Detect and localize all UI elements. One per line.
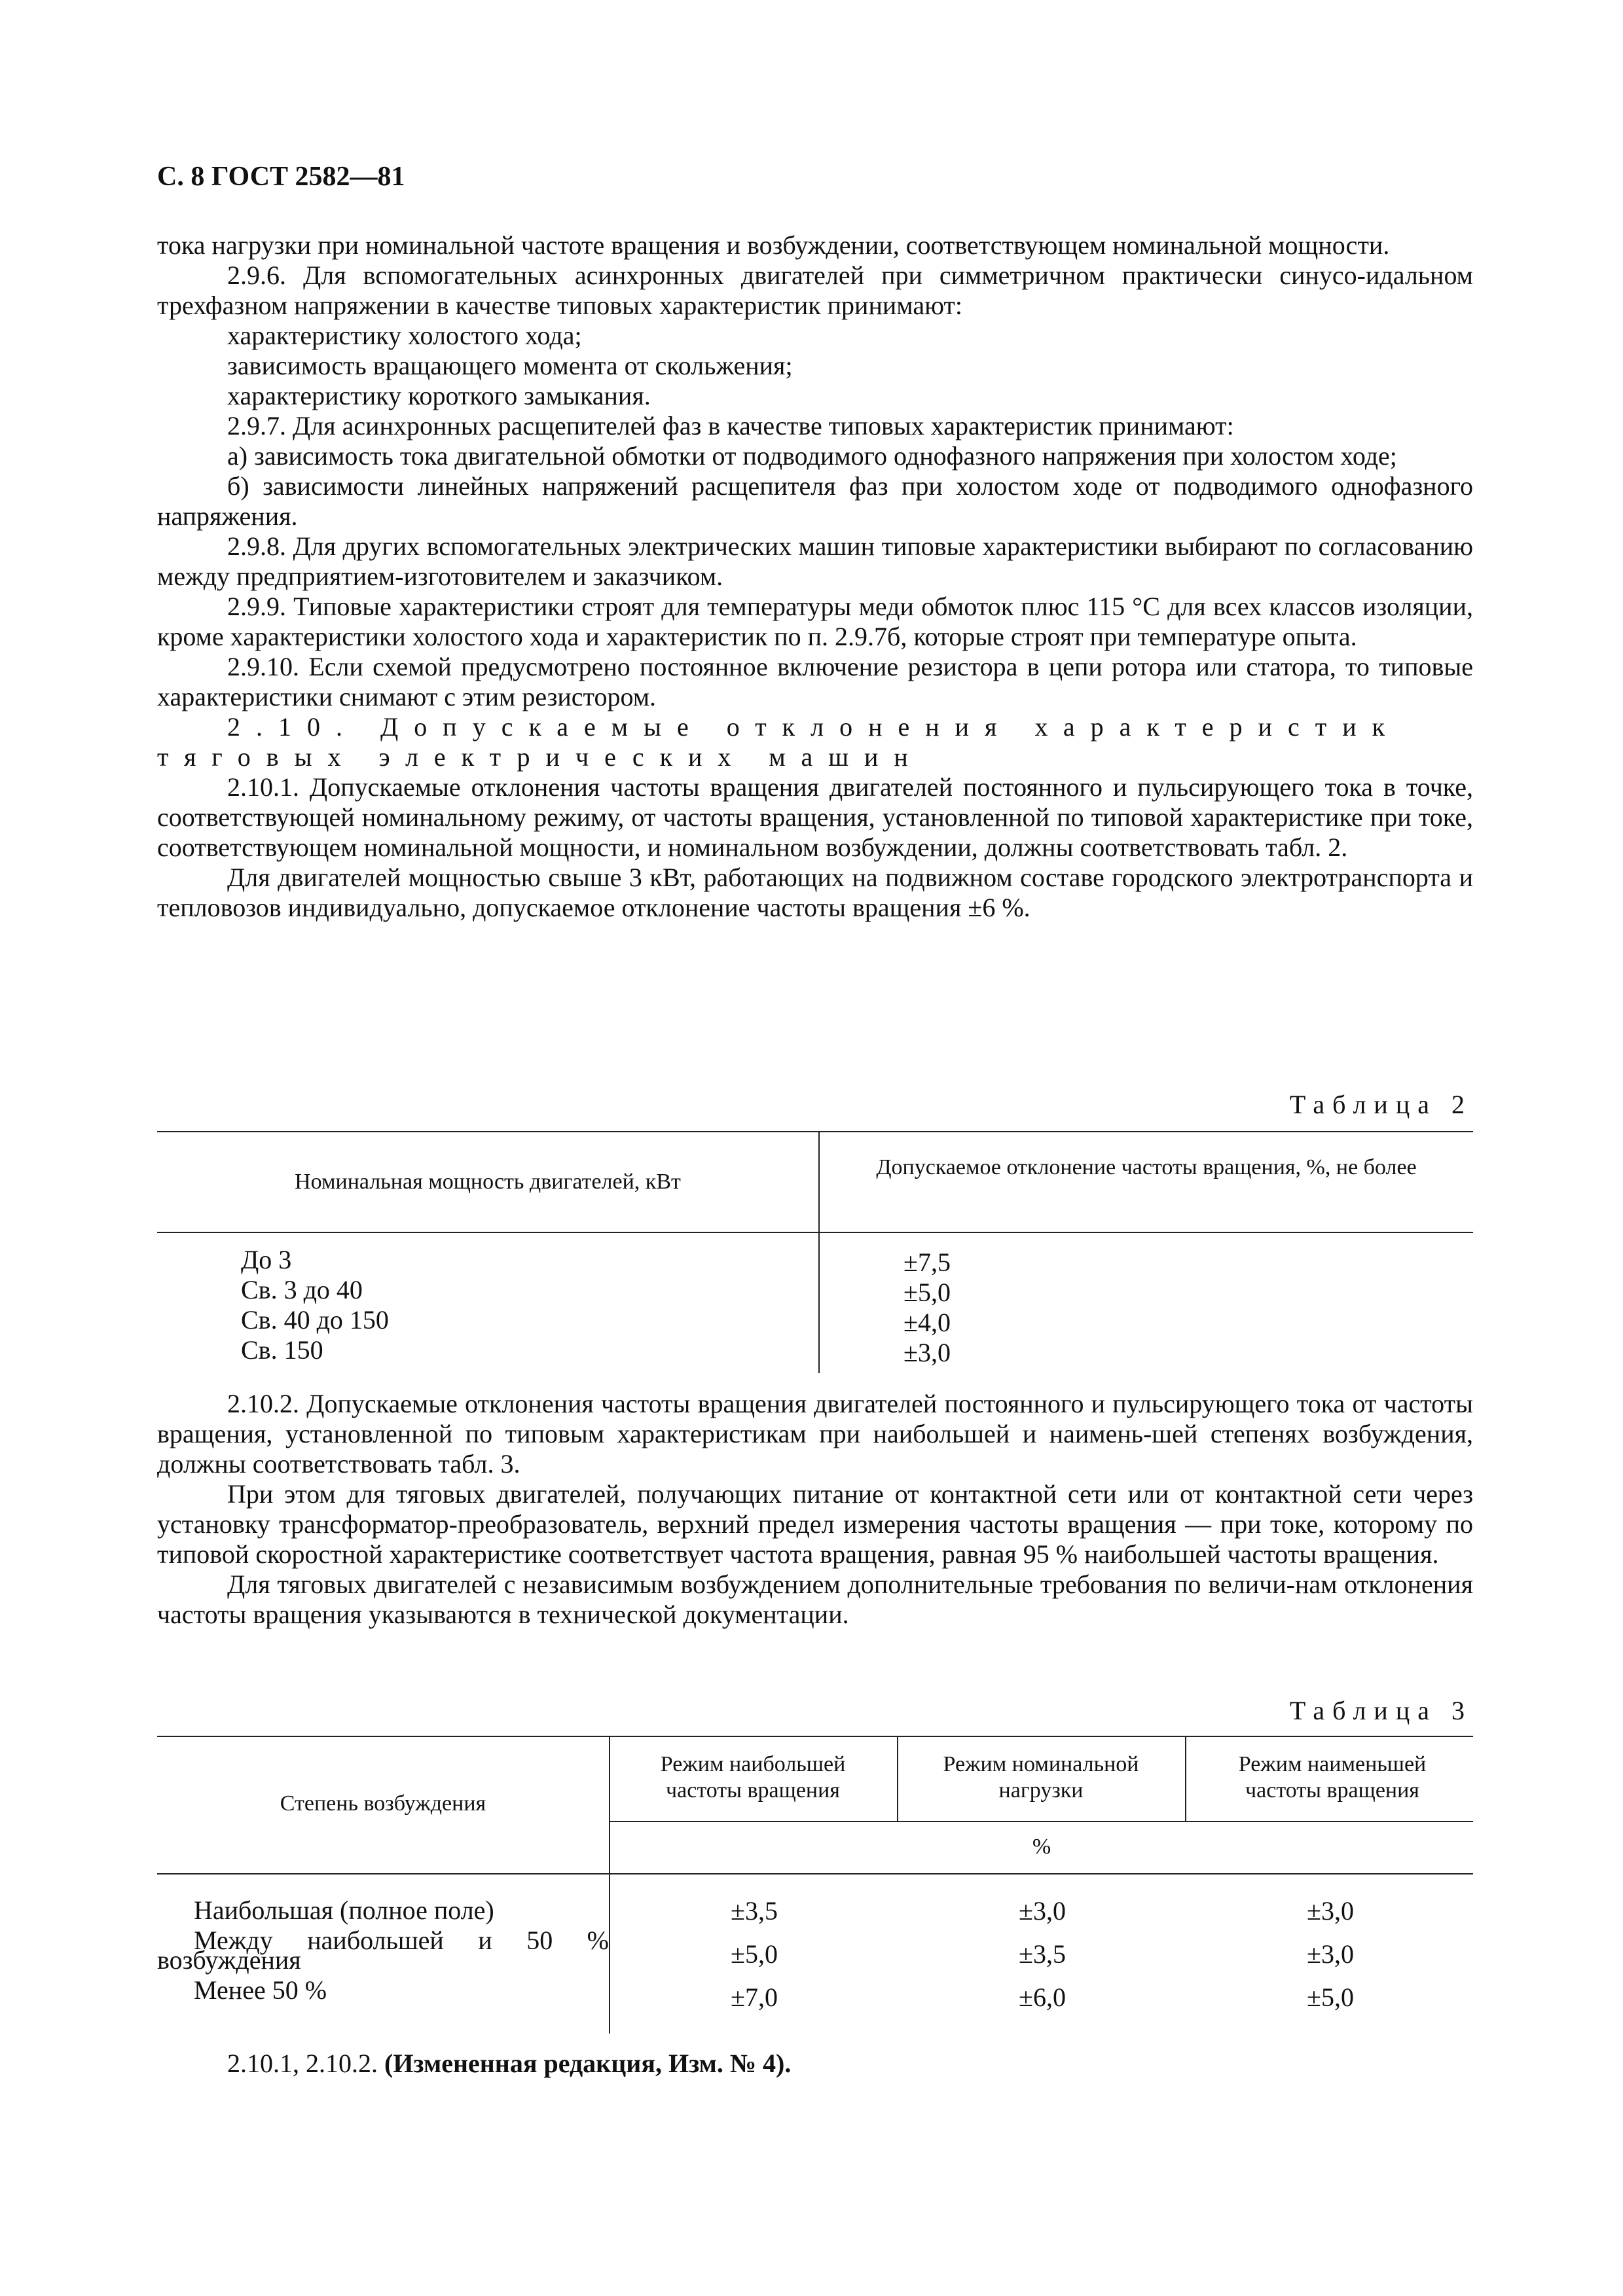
table-2-cell: Св. 40 до 150 bbox=[241, 1305, 389, 1335]
table-rule bbox=[157, 1736, 1473, 1737]
list-item-b: б) зависимости линейных напряжений расщепителя фаз при холостом ходе от подводимого однофазного напряжения. bbox=[157, 471, 1473, 531]
table-3-cell: ±3,5 bbox=[1019, 1939, 1066, 1969]
table-3-row-label-cont: возбуждения bbox=[157, 1945, 301, 1975]
list-item: характеристику холостого хода; bbox=[227, 321, 582, 350]
table-rule bbox=[157, 1232, 1473, 1233]
amendment-ref: 2.10.1, 2.10.2. bbox=[227, 2049, 378, 2078]
table-2-cell: Св. 3 до 40 bbox=[241, 1275, 363, 1304]
paragraph: тока нагрузки при номинальной частоте вращения и возбуждении, соответствующем номинальной мощности. bbox=[157, 230, 1390, 260]
paragraph: Для тяговых двигателей с независимым возбуждением дополнительные требования по величи-нам отклонения частоты вращения указываются в технической документации. bbox=[157, 1570, 1473, 1629]
table-2-header-power: Номинальная мощность двигателей, кВт bbox=[295, 1170, 681, 1194]
table-3-cell: ±3,0 bbox=[1307, 1939, 1354, 1969]
table-rule bbox=[157, 1131, 1473, 1132]
table-3-header-nominal-load: Режим номинальной нагрузки bbox=[943, 1752, 1139, 1803]
list-item: характеристику короткого замыкания. bbox=[227, 381, 651, 410]
table-rule bbox=[157, 1873, 1473, 1874]
table-3-cell: ±6,0 bbox=[1019, 1982, 1066, 2012]
table-2-cell: ±5,0 bbox=[903, 1278, 951, 1307]
text-block-top bbox=[157, 230, 1473, 923]
table-2 bbox=[157, 1131, 1473, 1373]
table-2-cell: До 3 bbox=[241, 1245, 292, 1274]
paragraph-2-9-9: 2.9.9. Типовые характеристики строят для температуры меди обмоток плюс 115 °С для всех классов изоляции, кроме характеристики холостого хода и характеристик по п. 2.9.7б, которые строят при температуре опыта. bbox=[157, 592, 1473, 651]
table-3-cell: ±5,0 bbox=[1307, 1982, 1354, 2012]
paragraph: При этом для тяговых двигателей, получающих питание от контактной сети или от контактной сети через установку трансформатор-преобразователь, верхний предел измерения частоты вращения — при токе, которому по типовой скоростной характеристике соответствует частота вращения, равная 95 % наибольшей частоты вращения. bbox=[157, 1479, 1473, 1569]
amendment-text: (Измененная редакция, Изм. № 4). bbox=[384, 2049, 792, 2078]
table-3-row-label: Менее 50 % bbox=[194, 1975, 327, 2005]
list-item-a: а) зависимость тока двигательной обмотки от подводимого однофазного напряжения при холостом ходе; bbox=[227, 441, 1397, 471]
table-rule bbox=[609, 1821, 1473, 1822]
text-block-after-table-2 bbox=[157, 1389, 1473, 1630]
table-3-cell: ±3,5 bbox=[731, 1896, 778, 1926]
paragraph: Для двигателей мощностью свыше 3 кВт, работающих на подвижном составе городского электротранспорта и тепловозов индивидуально, допускаемое отклонение частоты вращения ±6 %. bbox=[157, 863, 1473, 922]
table-2-caption: Таблица 2 bbox=[1289, 1090, 1472, 1119]
table-3-cell: ±5,0 bbox=[731, 1939, 778, 1969]
table-2-cell: Св. 150 bbox=[241, 1335, 323, 1365]
table-3-header-min-speed: Режим наименьшей частоты вращения bbox=[1238, 1752, 1427, 1803]
paragraph-2-9-7: 2.9.7. Для асинхронных расщепителей фаз в качестве типовых характеристик принимают: bbox=[227, 411, 1234, 440]
table-3-cell: ±3,0 bbox=[1307, 1896, 1354, 1926]
section-title-2-10: 2.10. Допускаемые отклонения характеристик тяговых электрических машин bbox=[157, 712, 1401, 772]
table-3-caption: Таблица 3 bbox=[1289, 1696, 1472, 1725]
table-2-header-deviation: Допускаемое отклонение частоты вращения, %, не более bbox=[876, 1155, 1417, 1179]
paragraph-2-10-2: 2.10.2. Допускаемые отклонения частоты вращения двигателей постоянного и пульсирующего тока от частоты вращения, установленной по типовым характеристикам при наибольшей и наимень-шей степенях возбуждения, должны соответствовать табл. 3. bbox=[157, 1389, 1473, 1479]
table-3-row-label: Наибольшая (полное поле) bbox=[194, 1895, 494, 1925]
table-3-cell: ±3,0 bbox=[1019, 1896, 1066, 1926]
amendment-note bbox=[227, 2049, 1471, 2079]
table-column-divider bbox=[1185, 1736, 1186, 1821]
table-3-cell: ±7,0 bbox=[731, 1982, 778, 2012]
table-2-cell: ±3,0 bbox=[903, 1338, 951, 1367]
paragraph-2-9-8: 2.9.8. Для других вспомогательных электрических машин типовые характеристики выбирают по согласованию между предприятием-изготовителем и заказчиком. bbox=[157, 531, 1473, 591]
table-3-unit: % bbox=[1032, 1835, 1051, 1859]
table-column-divider bbox=[897, 1736, 898, 1821]
table-3 bbox=[157, 1736, 1473, 2034]
table-3-header-max-speed: Режим наибольшей частоты вращения bbox=[660, 1752, 846, 1803]
page-header: С. 8 ГОСТ 2582—81 bbox=[157, 162, 405, 192]
table-2-cell: ±4,0 bbox=[903, 1308, 951, 1337]
table-2-cell: ±7,5 bbox=[903, 1247, 951, 1277]
paragraph-2-10-1: 2.10.1. Допускаемые отклонения частоты вращения двигателей постоянного и пульсирующего тока в точке, соответствующей номинальному режиму, от частоты вращения, установленной по типовой характеристике при токе, соответствующем номинальной мощности, и номинальном возбуждении, должны соответствовать табл. 2. bbox=[157, 772, 1473, 862]
paragraph-2-9-6: 2.9.6. Для вспомогательных асинхронных двигателей при симметричном практически синусо-идальном трехфазном напряжении в качестве типовых характеристик принимают: bbox=[157, 260, 1473, 320]
list-item: зависимость вращающего момента от скольжения; bbox=[227, 351, 793, 380]
paragraph-2-9-10: 2.9.10. Если схемой предусмотрено постоянное включение резистора в цепи ротора или статора, то типовые характеристики снимают с этим резистором. bbox=[157, 652, 1473, 711]
table-3-header-excitation: Степень возбуждения bbox=[280, 1791, 486, 1816]
table-3-row-label: Между наибольшей и 50 % bbox=[194, 1926, 609, 1955]
